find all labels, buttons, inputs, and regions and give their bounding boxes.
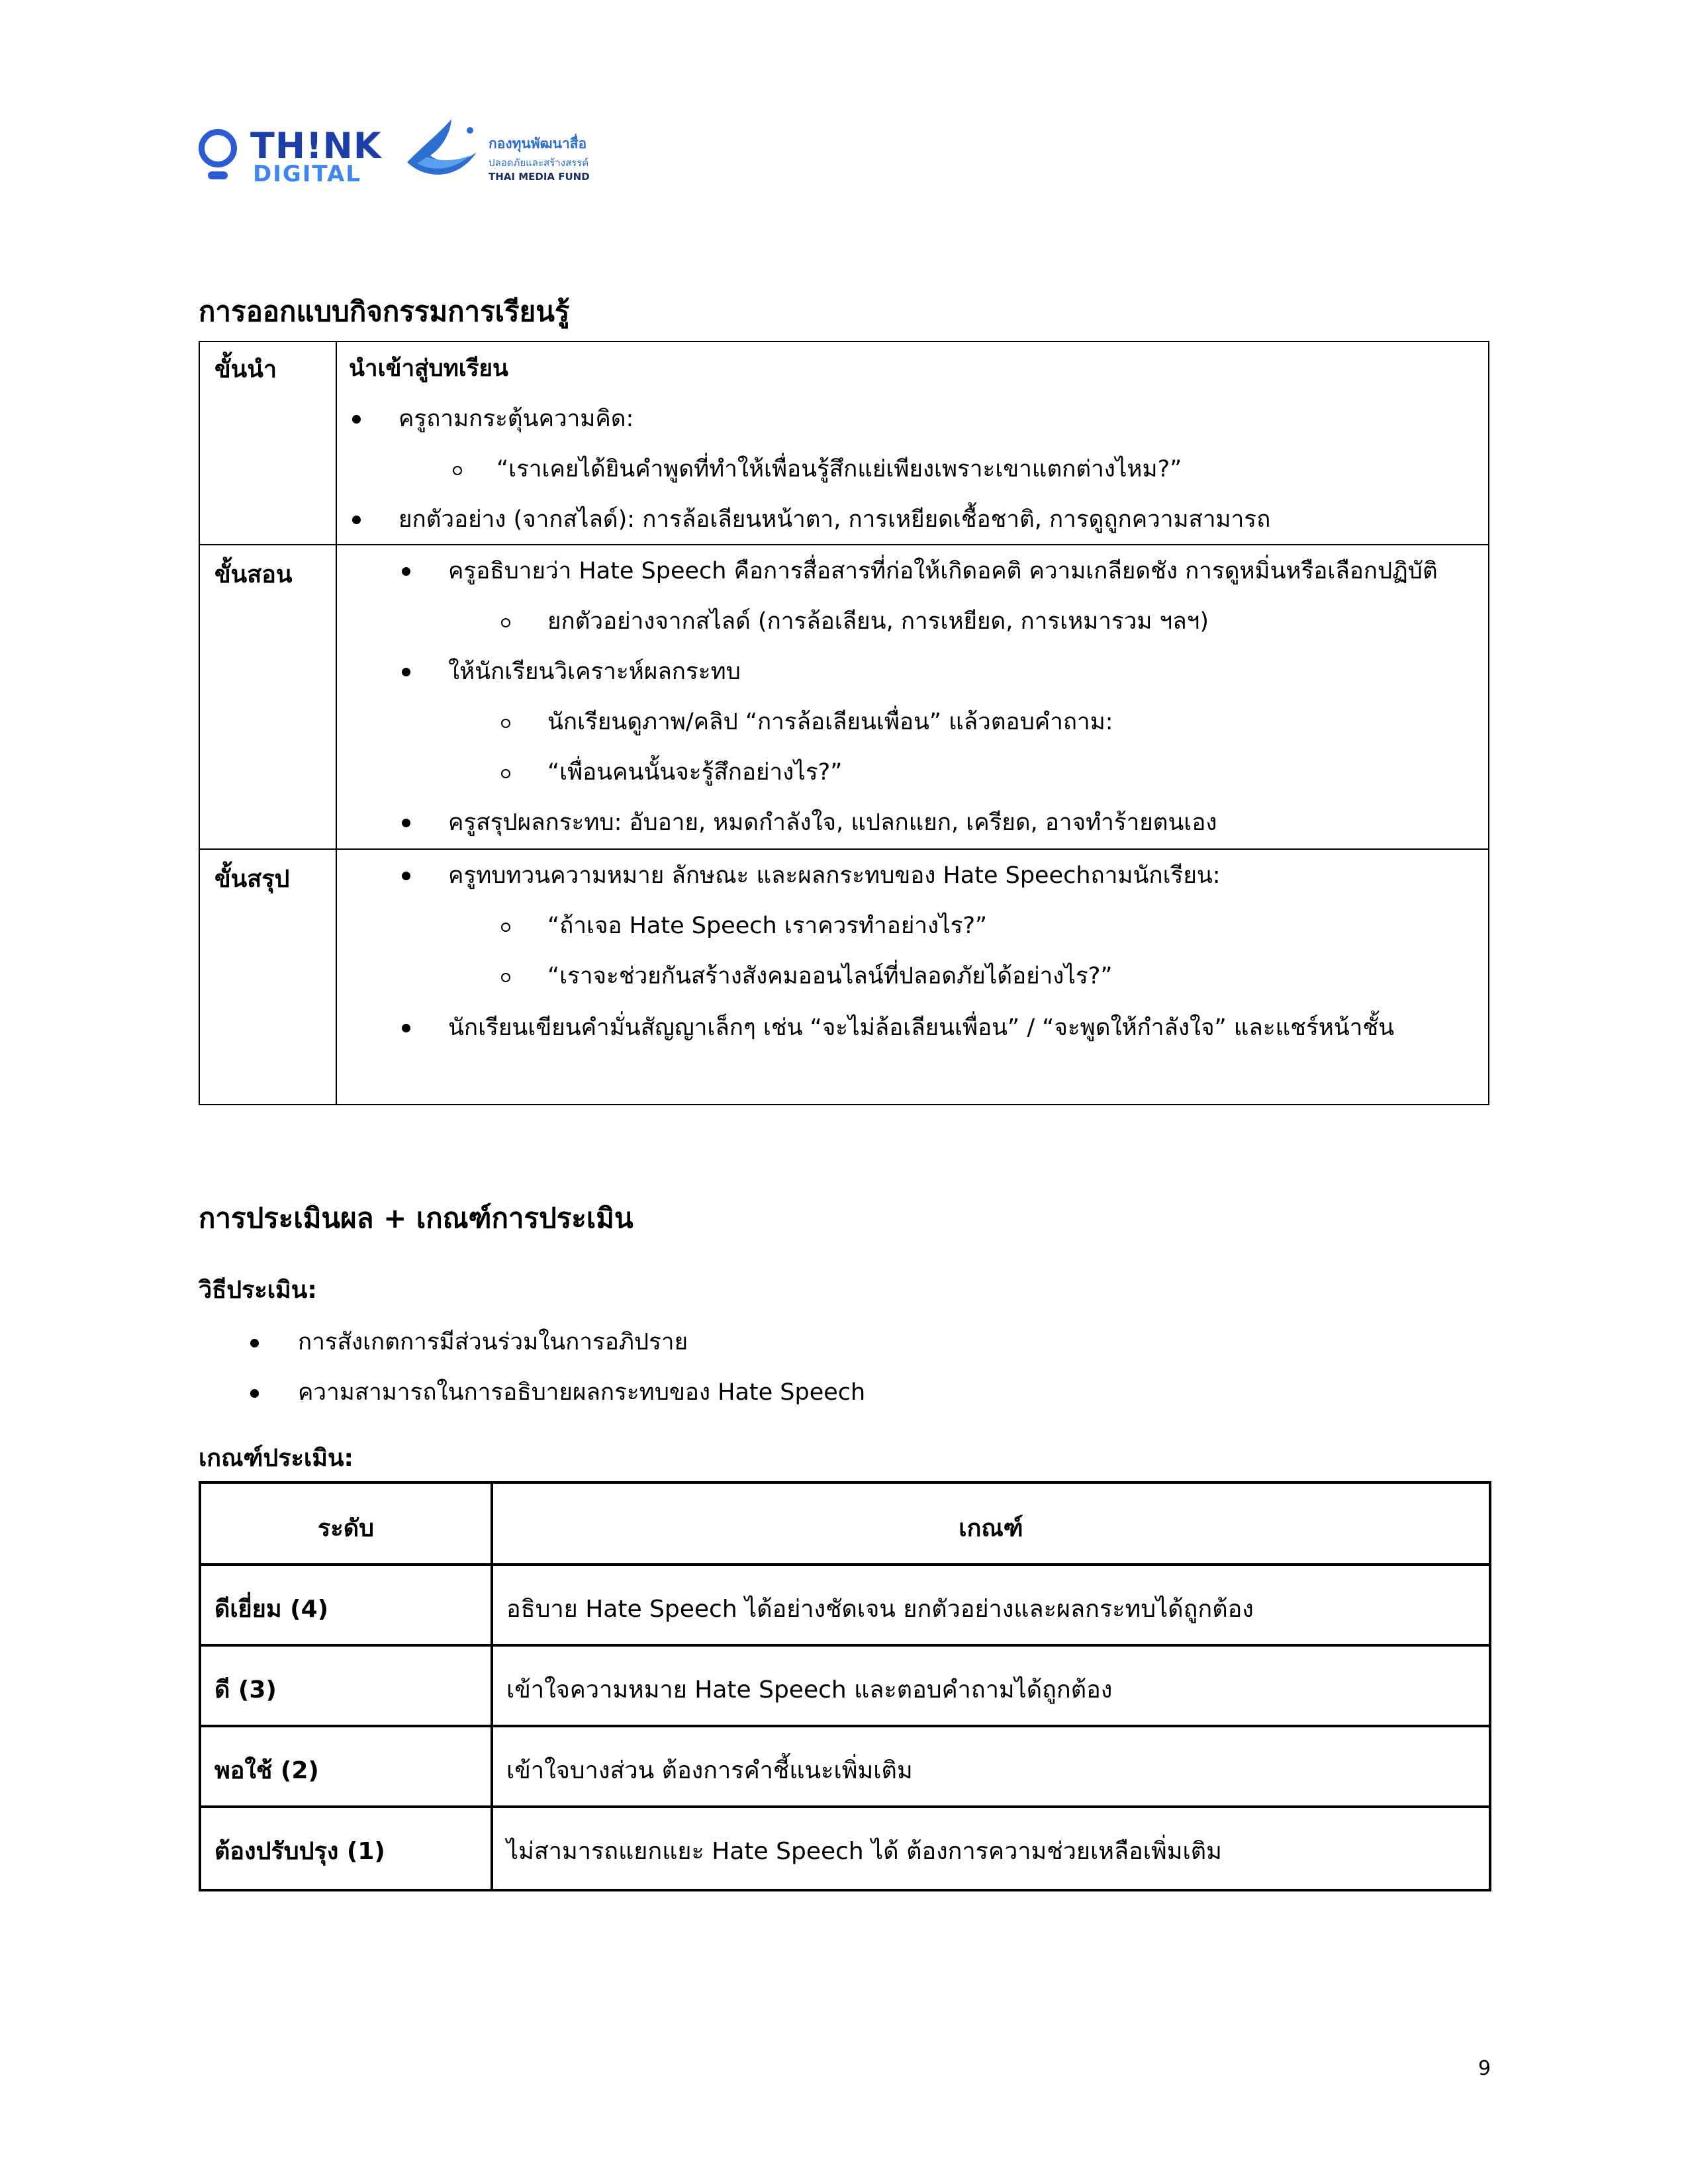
table-cell-level: ต้องปรับปรุง (1)	[214, 1838, 385, 1865]
think-logo-word: TH!NK	[250, 125, 382, 167]
list-item: นักเรียนดูภาพ/คลิป “การล้อเลียนเพื่อน” แล้วตอบคำถาม:	[547, 709, 1113, 735]
list-item: นักเรียนเขียนคำมั่นสัญญาเล็กๆ เช่น “จะไม่ล้อเลียนเพื่อน” / “จะพูดให้กำลังใจ” และแชร์หน้าชั้น	[448, 1015, 1395, 1041]
sub-bullet-icon	[501, 719, 510, 728]
page-number: 9	[1478, 2057, 1491, 2080]
table-cell-level: พอใช้ (2)	[214, 1757, 319, 1784]
list-item: “เราเคยได้ยินคำพูดที่ทำให้เพื่อนรู้สึกแย่เพียงเพราะเขาแตกต่างไหม?”	[496, 456, 1182, 482]
table-row-divider	[200, 544, 1488, 545]
bullet-icon	[250, 1389, 259, 1398]
dove-icon	[404, 116, 483, 189]
list-item: ครูสรุปผลกระทบ: อับอาย, หมดกำลังใจ, แปลกแยก, เครียด, อาจทำร้ายตนเอง	[448, 809, 1217, 836]
criteria-table	[199, 1481, 1491, 1891]
list-item: ยกตัวอย่างจากสไลด์ (การล้อเลียน, การเหยียด, การเหมารวม ฯลฯ)	[547, 608, 1209, 635]
table-cell-level: ดี (3)	[214, 1676, 277, 1704]
bullet-icon	[352, 516, 361, 524]
table-header-criteria: เกณฑ์	[959, 1515, 1023, 1542]
bullet-icon	[402, 668, 410, 676]
list-item: “เราจะช่วยกันสร้างสังคมออนไลน์ที่ปลอดภัยได้อย่างไร?”	[547, 963, 1113, 989]
sub-bullet-icon	[501, 923, 510, 932]
list-item: ครูทบทวนความหมาย ลักษณะ และผลกระทบของ Hate Speechถามนักเรียน:	[448, 862, 1221, 889]
bulb-base-icon	[208, 171, 228, 179]
tmf-logo-line1: กองทุนพัฒนาสื่อ	[489, 136, 587, 152]
table-row-divider	[201, 1805, 1489, 1808]
table-header-level: ระดับ	[318, 1515, 374, 1542]
sub-bullet-icon	[501, 618, 510, 627]
activity-title: การออกแบบกิจกรรมการเรียนรู้	[199, 295, 570, 328]
row-label-intro: ขั้นนำ	[214, 356, 277, 383]
table-row-divider	[201, 1725, 1489, 1727]
list-item: “ถ้าเจอ Hate Speech เราควรทำอย่างไร?”	[547, 913, 988, 939]
table-row-divider	[200, 848, 1488, 850]
bullet-icon	[250, 1339, 259, 1347]
header-logos	[199, 116, 622, 202]
bullet-icon	[402, 567, 410, 576]
bullet-icon	[402, 872, 410, 880]
bullet-icon	[402, 1024, 410, 1032]
sub-bullet-icon	[453, 466, 462, 475]
evaluation-title: การประเมินผล + เกณฑ์การประเมิน	[199, 1202, 633, 1234]
list-item: ความสามารถในการอธิบายผลกระทบของ Hate Speech	[298, 1379, 866, 1406]
list-item: “เพื่อนคนนั้นจะรู้สึกอย่างไร?”	[547, 759, 843, 786]
bullet-icon	[402, 819, 410, 827]
criteria-label: เกณฑ์ประเมิน:	[199, 1445, 353, 1472]
activity-table	[199, 341, 1489, 1105]
methods-label: วิธีประเมิน:	[199, 1277, 317, 1304]
think-digital-logo	[199, 125, 384, 195]
table-column-divider	[336, 342, 337, 1104]
table-cell-criteria: เข้าใจความหมาย Hate Speech และตอบคำถามได้ถูกต้อง	[506, 1676, 1113, 1704]
list-item: ครูอธิบายว่า Hate Speech คือการสื่อสารที่ก่อให้เกิดอคติ ความเกลียดชัง การดูหมิ่นหรือเลือกปฏิบัติ	[448, 558, 1438, 584]
list-item: นำเข้าสู่บทเรียน	[349, 355, 508, 382]
table-cell-criteria: เข้าใจบางส่วน ต้องการคำชี้แนะเพิ่มเติม	[506, 1757, 913, 1784]
row-label-summary: ขั้นสรุป	[214, 866, 290, 893]
table-cell-criteria: ไม่สามารถแยกแยะ Hate Speech ได้ ต้องการความช่วยเหลือเพิ่มเติม	[506, 1838, 1222, 1865]
table-row-divider	[201, 1644, 1489, 1647]
tmf-logo-line2: ปลอดภัยและสร้างสรรค์	[489, 157, 589, 169]
row-label-teach: ขั้นสอน	[214, 561, 293, 588]
sub-bullet-icon	[501, 973, 510, 982]
bulb-icon	[199, 129, 237, 167]
think-logo-sub: DIGITAL	[253, 161, 361, 187]
list-item: ยกตัวอย่าง (จากสไลด์): การล้อเลียนหน้าตา, การเหยียดเชื้อชาติ, การดูถูกความสามารถ	[399, 506, 1271, 533]
table-row-divider	[201, 1563, 1489, 1566]
tmf-logo-line3: THAI MEDIA FUND	[489, 171, 590, 183]
thai-media-fund-logo	[404, 116, 622, 189]
list-item: ครูถามกระตุ้นความคิด:	[399, 406, 634, 432]
table-cell-level: ดีเยี่ยม (4)	[214, 1596, 329, 1623]
list-item: ให้นักเรียนวิเคราะห์ผลกระทบ	[448, 659, 741, 685]
bullet-icon	[352, 415, 361, 424]
list-item: การสังเกตการมีส่วนร่วมในการอภิปราย	[298, 1329, 688, 1355]
table-cell-criteria: อธิบาย Hate Speech ได้อย่างชัดเจน ยกตัวอย่างและผลกระทบได้ถูกต้อง	[506, 1596, 1254, 1623]
sub-bullet-icon	[501, 769, 510, 778]
